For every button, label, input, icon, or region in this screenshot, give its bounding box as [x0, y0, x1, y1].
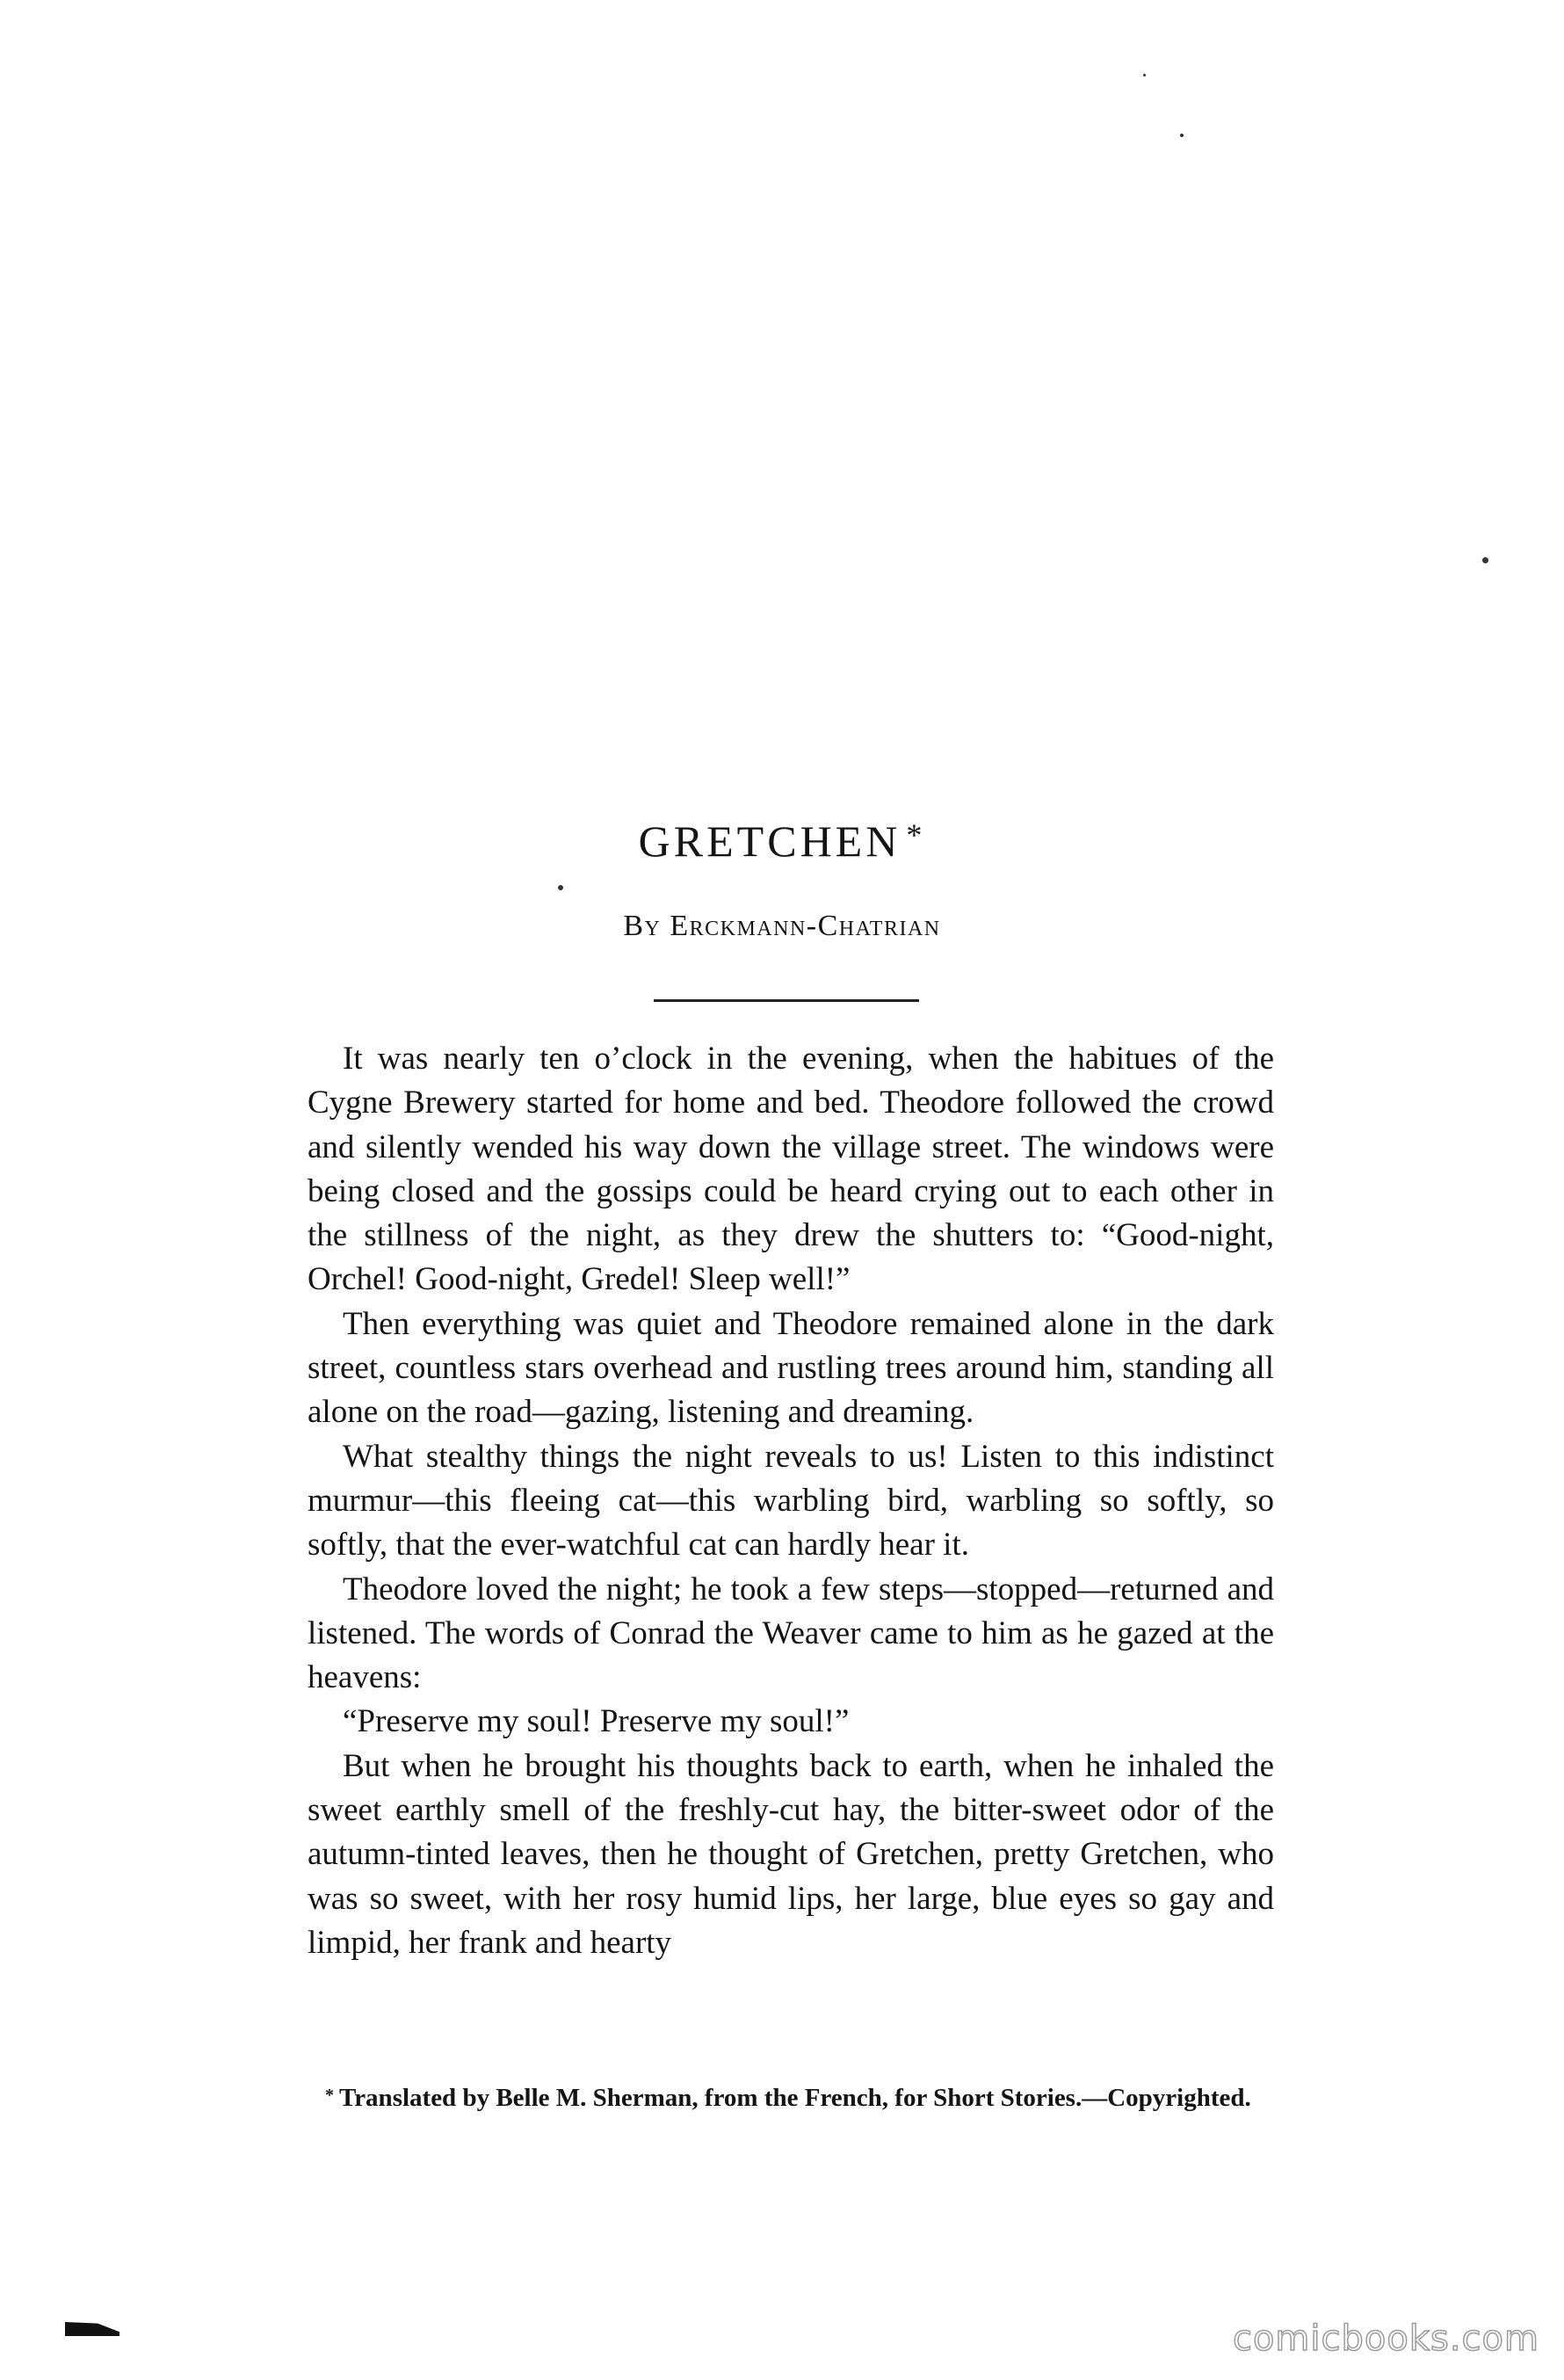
- print-speck: [1180, 134, 1184, 137]
- title-divider: [654, 999, 919, 1002]
- footnote: [308, 2079, 1274, 2115]
- paragraph: But when he brought his thoughts back to earth, when he inhaled the sweet earthly smell of the freshly-cut hay, the bitter-sweet odor of the autumn-tinted leaves, then he thought of Gretchen, pretty Gretchen, who was so sweet, with her rosy humid lips, her large, blue eyes so gay and limpid, her frank and hearty: [308, 1747, 1274, 1961]
- story-body: [308, 1037, 1274, 1965]
- print-speck: [558, 885, 563, 890]
- footnote-text: Translated by Belle M. Sherman, from the French, for Short Stories.—Copyrighted.: [339, 2084, 1251, 2112]
- story-title-text: GRETCHEN: [638, 816, 901, 866]
- site-watermark: comicbooks.com: [1232, 2318, 1539, 2359]
- title-footnote-mark: *: [906, 817, 926, 853]
- print-speck: [1482, 557, 1488, 563]
- paragraph: “Preserve my soul! Preserve my soul!”: [343, 1703, 850, 1740]
- story-title: [0, 816, 1564, 867]
- paragraph: What stealthy things the night reveals to us! Listen to this indistinct murmur—this fleeing cat—this warbling bird, warbling so softly, so softly, that the ever-watchful cat can hardly hear it.: [308, 1438, 1274, 1564]
- story-byline: By Erckmann-Chatrian: [623, 910, 941, 942]
- page-turn-arrow-icon: [65, 2322, 119, 2336]
- paragraph: It was nearly ten o’clock in the evening, when the habitues of the Cygne Brewery started for home and bed. Theodore followed the crowd and silently wended his way down the village street. The windows were being closed and the gossips could be heard crying out to each other in the stillness of the night, as they drew the shutters to: “Good-night, Orchel! Good-night, Gredel! Sleep well!”: [308, 1041, 1274, 1298]
- paragraph: Theodore loved the night; he took a few steps—stopped—returned and listened. The words of Conrad the Weaver came to him as he gazed at the heavens:: [308, 1571, 1274, 1696]
- footnote-mark: *: [325, 2086, 334, 2105]
- paragraph: Then everything was quiet and Theodore remained alone in the dark street, countless stars overhead and rustling trees around him, standing all alone on the road—gazing, listening and dreaming.: [308, 1305, 1274, 1431]
- print-speck: [1143, 74, 1146, 76]
